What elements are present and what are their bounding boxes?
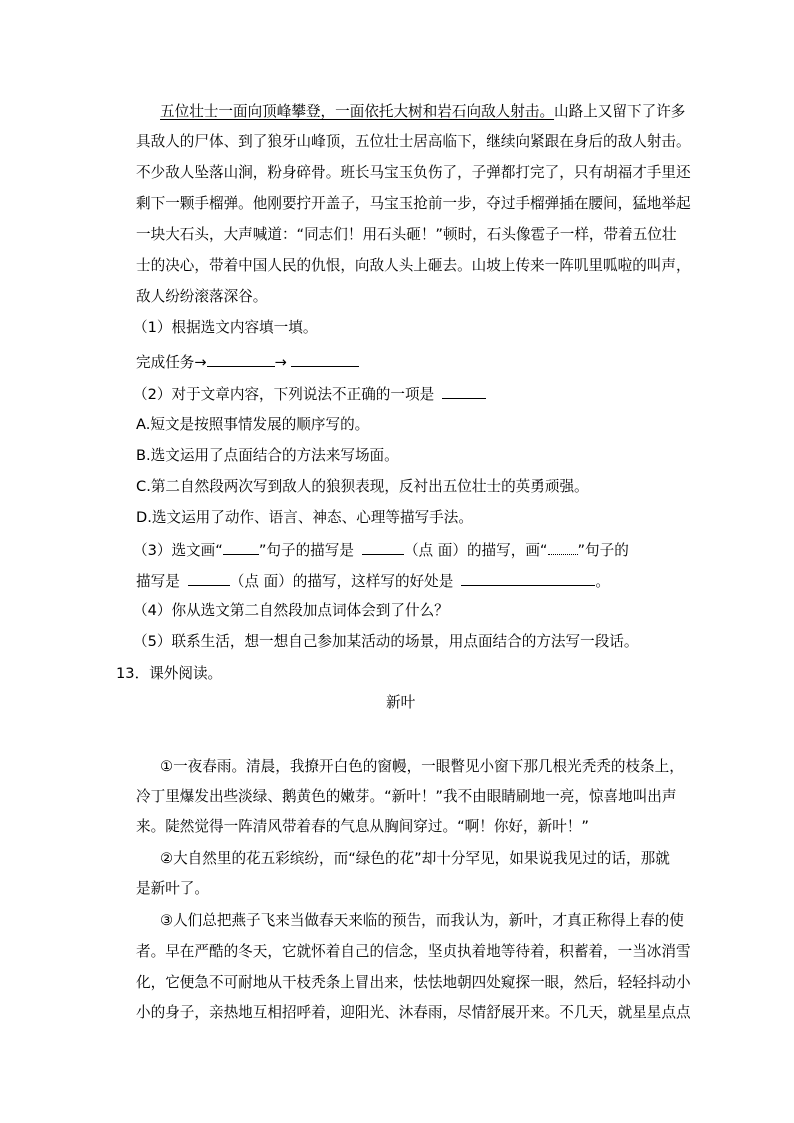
passage-line: 士的决心，带着中国人民的仇恨，向敌人头上砸去。山坡上传来一阵叽里呱啦的叫声， — [136, 257, 691, 274]
question-1: （1）根据选文内容填一填。 — [133, 319, 318, 336]
question-1-fill — [136, 352, 359, 372]
answer-blank[interactable] — [207, 352, 275, 367]
question-5: （5）联系生活，想一想自己参加某活动的场景，用点面结合的方法写一段话。 — [133, 633, 639, 650]
text: （2）对于文章内容，下列说法不正确的一项是 — [133, 386, 435, 403]
article-line: 冷丁里爆发出些淡绿、鹅黄色的嫩芽。“新叶！”我不由眼睛刷地一亮，惊喜地叫出声 — [136, 788, 677, 805]
question-2 — [133, 384, 486, 404]
article-line: 来。陡然觉得一阵清风带着春的气息从胸间穿过。“啊！你好，新叶！” — [136, 818, 589, 835]
wavy-underline-sample — [548, 540, 578, 555]
passage-line: 敌人纷纷滚落深谷。 — [136, 288, 268, 305]
answer-blank[interactable] — [291, 352, 359, 367]
article-line: ①一夜春雨。清晨，我撩开白色的窗幔，一眼瞥见小窗下那几根光秃秃的枝条上， — [160, 758, 684, 775]
option-a: A.短文是按照事情发展的顺序写的。 — [136, 416, 370, 433]
passage-line: 一块大石头，大声喊道：“同志们！用石头砸！”顿时，石头像雹子一样，带着五位壮 — [136, 226, 677, 243]
answer-blank[interactable] — [362, 540, 404, 555]
text: 完成任务→ — [136, 354, 207, 371]
underlined-sentence: 五位壮士一面向顶峰攀登，一面依托大树和岩石向敌人射击。 — [160, 103, 555, 120]
answer-blank[interactable] — [461, 571, 595, 586]
option-d: D.选文运用了动作、语言、神态、心理等描写手法。 — [136, 509, 473, 526]
passage-line: 具敌人的尸体、到了狼牙山峰顶，五位壮士居高临下，继续向紧跟在身后的敌人射击。 — [136, 133, 691, 150]
question-3 — [133, 540, 629, 560]
article-title: 新叶 — [386, 694, 416, 711]
article-line: 是新叶了。 — [136, 880, 209, 897]
passage-line: 剩下一颗手榴弹。他刚要拧开盖子，马宝玉抢前一步，夺过手榴弹插在腰间，猛地举起 — [136, 195, 691, 212]
text: 描写是 — [136, 573, 180, 590]
article-line: ②大自然里的花五彩缤纷，而“绿色的花”却十分罕见，如果说我见过的话，那就 — [160, 850, 670, 867]
article-line: 者。早在严酷的冬天，它就怀着自己的信念，坚贞执着地等待着，积蓄着，一当冰消雪 — [136, 943, 691, 960]
article-line: ③人们总把燕子飞来当做春天来临的预告，而我认为，新叶，才真正称得上春的使 — [160, 912, 684, 929]
question-4: （4）你从选文第二自然段加点词体会到了什么？ — [133, 602, 449, 619]
text: 。 — [595, 573, 610, 590]
text: （3）选文画“ — [133, 542, 223, 559]
arrow: → — [274, 354, 287, 371]
option-c: C.第二自然段两次写到敌人的狼狈表现，反衬出五位壮士的英勇顽强。 — [136, 478, 589, 495]
text: ”句子的描写是 — [258, 542, 354, 559]
question-13-heading: 13．课外阅读。 — [116, 665, 223, 682]
text: （点 面）的描写，这样写的好处是 — [229, 573, 454, 590]
question-3-cont — [136, 571, 610, 591]
passage-line — [160, 103, 685, 121]
article-line: 化，它便急不可耐地从干枝秃条上冒出来，怯怯地朝四处窥探一眼，然后，轻轻抖动小 — [136, 974, 691, 991]
text: ”句子的 — [577, 542, 629, 559]
text: 山路上又留下了许多 — [554, 103, 686, 120]
answer-blank[interactable] — [188, 571, 230, 586]
article-line: 小的身子，亲热地互相招呼着，迎阳光、沐春雨，尽情舒展开来。不几天，就星星点点 — [136, 1004, 691, 1021]
passage-line: 不少敌人坠落山涧，粉身碎骨。班长马宝玉负伤了，子弹都打完了，只有胡福才手里还 — [136, 164, 691, 181]
underline-sample — [223, 540, 259, 555]
option-b: B.选文运用了点面结合的方法来写场面。 — [136, 447, 399, 464]
answer-blank[interactable] — [442, 384, 486, 399]
text: （点 面）的描写，画“ — [403, 542, 548, 559]
